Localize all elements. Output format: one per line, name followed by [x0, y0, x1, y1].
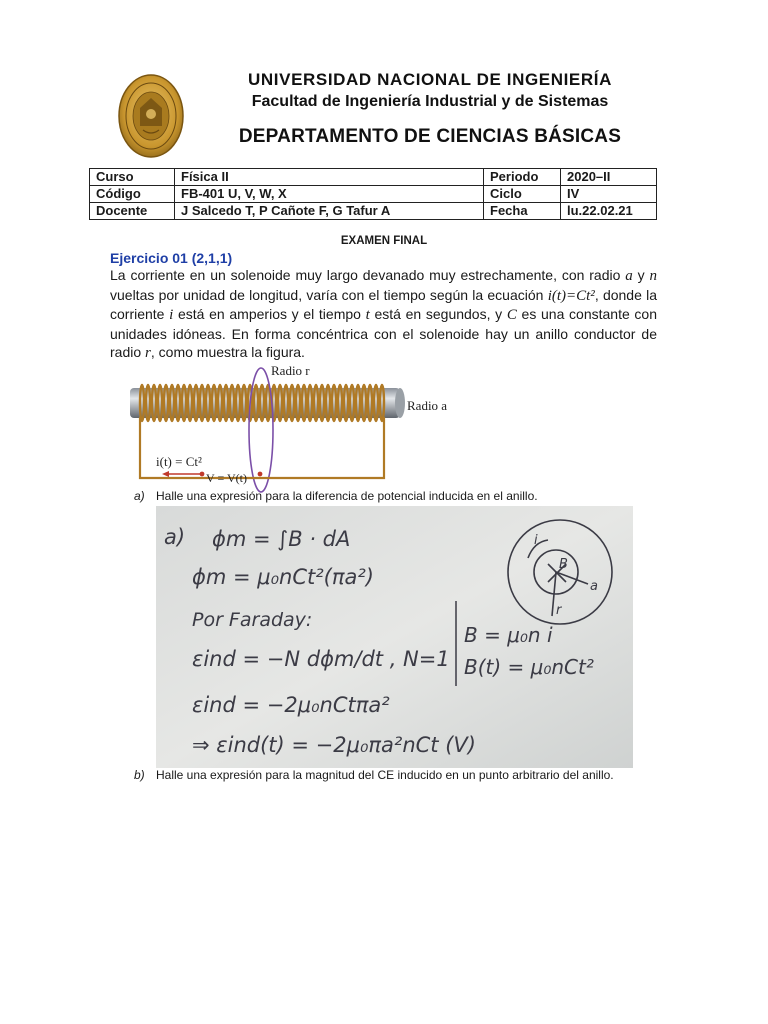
- handwritten-solution: [156, 506, 633, 768]
- period-label: Periodo: [484, 169, 561, 186]
- current-equation: i(t)=Ct²: [547, 287, 595, 304]
- course-value: Física II: [175, 169, 484, 186]
- question-b-label: b): [134, 768, 145, 782]
- hw-diag-i: i: [534, 533, 538, 548]
- exam-title: EXAMEN FINAL: [340, 235, 428, 247]
- teacher-value: J Salcedo T, P Cañote F, G Tafur A: [175, 203, 484, 220]
- hw-side-2: B(t) = μ₀nCt²: [464, 655, 594, 679]
- hw-line-6: ⇒ εind(t) = −2μ₀πa²nCt (V): [192, 733, 476, 757]
- period-value: 2020–II: [561, 169, 657, 186]
- solenoid-figure: [126, 362, 448, 486]
- date-value: lu.22.02.21: [561, 203, 657, 220]
- cycle-label: Ciclo: [484, 186, 561, 203]
- label-voltage: V = V(t): [206, 471, 247, 485]
- university-name: UNIVERSIDAD NACIONAL DE INGENIERÍA: [248, 70, 612, 89]
- exercise-title: Ejercicio 01 (2,1,1): [110, 250, 233, 266]
- hw-line-1: ϕm = ∫B · dA: [212, 527, 351, 551]
- table-row: [90, 203, 657, 220]
- question-a-label: a): [134, 489, 145, 503]
- department-name: DEPARTAMENTO DE CIENCIAS BÁSICAS: [238, 126, 622, 147]
- hw-line-2: ϕm = μ₀nCt²(πa²): [192, 565, 374, 589]
- exercise-statement: La corriente en un solenoide muy largo devanado muy estrechamente, con radio a y n vueltas por unidad de longitud, varía con el tiempo según la ecuación i(t)=Ct², donde la corriente i está en amperios y el tiempo t está en segundos, y C es una constante con unidades idóneas. En forma concéntrica con el solenoide hay un anillo conductor de radio r, como muestra la figura.: [110, 267, 658, 361]
- question-b: [134, 767, 659, 784]
- code-label: Código: [90, 186, 175, 203]
- table-row: [90, 169, 657, 186]
- cycle-value: IV: [561, 186, 657, 203]
- date-label: Fecha: [484, 203, 561, 220]
- teacher-label: Docente: [90, 203, 175, 220]
- faculty-name: Facultad de Ingeniería Industrial y de Sistemas: [251, 93, 609, 110]
- hw-line-5: εind = −2μ₀nCtπa²: [192, 693, 390, 717]
- hw-diag-B: B: [559, 557, 568, 572]
- hw-diag-a: a: [590, 579, 598, 594]
- course-label: Curso: [90, 169, 175, 186]
- hw-diag-r: r: [556, 603, 562, 618]
- course-info-table: [89, 168, 657, 220]
- code-value: FB-401 U, V, W, X: [175, 186, 484, 203]
- table-row: [90, 186, 657, 203]
- label-radio-r: Radio r: [271, 363, 310, 378]
- label-current: i(t) = Ct²: [156, 454, 202, 469]
- hw-label-a: a): [164, 525, 186, 549]
- hw-line-4: εind = −N dϕm/dt , N=1: [192, 647, 450, 671]
- label-radio-a: Radio a: [407, 398, 448, 413]
- question-b-text: Halle una expresión para la magnitud del CE inducido en un punto arbitrario del anillo.: [156, 768, 614, 782]
- question-a-text: Halle una expresión para la diferencia de potencial inducida en el anillo.: [156, 489, 538, 503]
- hw-side-1: B = μ₀n i: [464, 623, 553, 647]
- university-seal-logo: [118, 74, 184, 158]
- question-a: [134, 489, 538, 503]
- hw-line-3: Por Faraday:: [192, 609, 313, 631]
